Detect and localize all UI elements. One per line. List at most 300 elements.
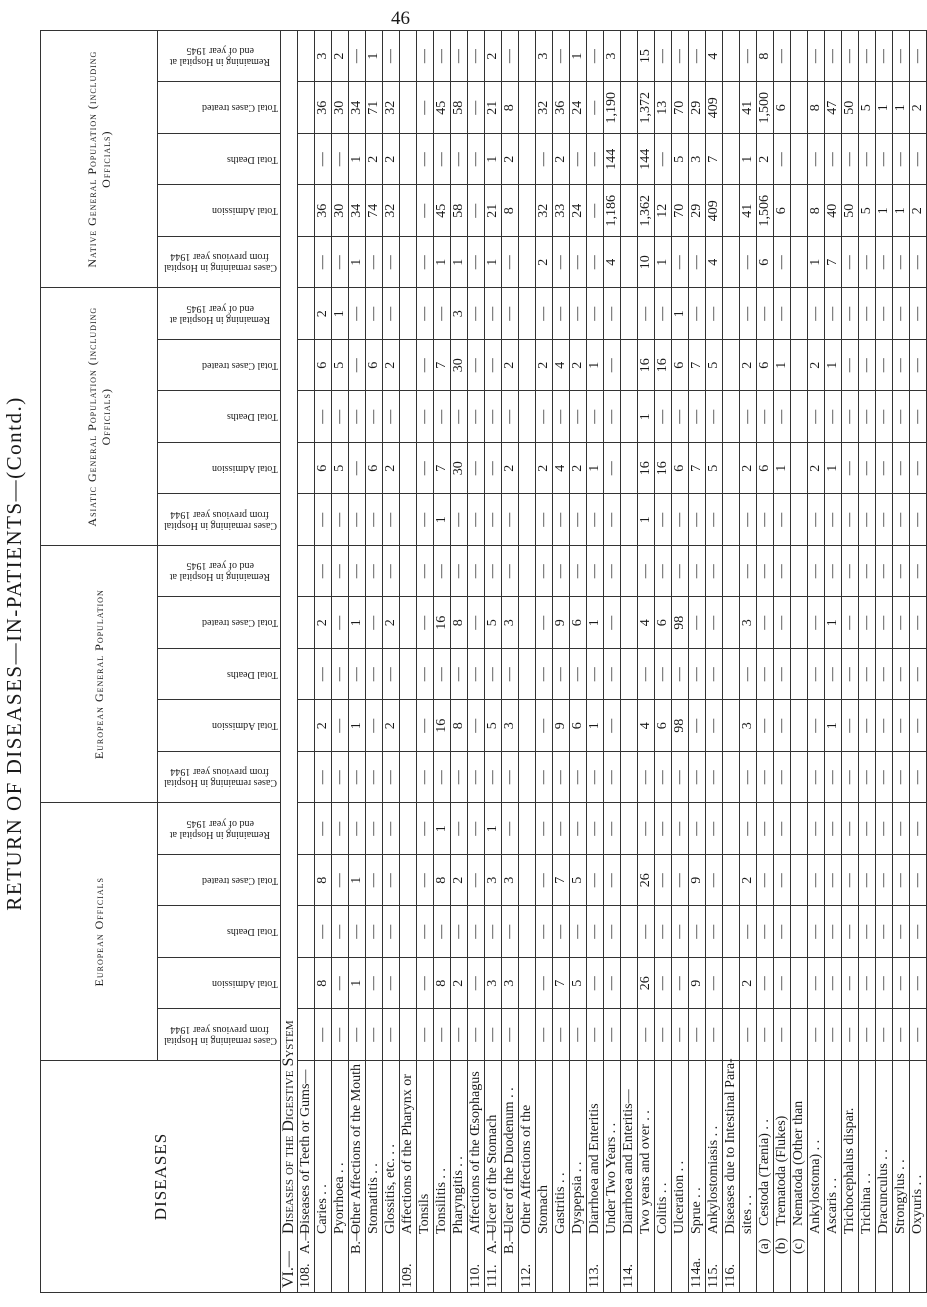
column-header (158, 906, 281, 958)
data-cell: — (893, 803, 910, 855)
disease-number: 115. (706, 1264, 721, 1288)
data-cell: — (604, 288, 621, 340)
data-cell: — (502, 288, 519, 340)
data-cell: — (859, 236, 876, 288)
data-cell: 5 (859, 82, 876, 134)
table-row (689, 30, 706, 1292)
data-cell: — (553, 30, 570, 82)
data-cell: 1 (349, 958, 366, 1010)
data-cell: — (604, 1009, 621, 1061)
data-cell (723, 288, 740, 340)
data-cell: 1 (808, 236, 825, 288)
data-cell: 40 (825, 185, 842, 237)
data-cell: — (706, 700, 723, 752)
data-cell (400, 494, 417, 546)
data-cell (723, 1009, 740, 1061)
data-cell: — (893, 649, 910, 701)
table-row (349, 30, 366, 1292)
table-row (774, 30, 791, 1292)
disease-name: Ulcer of the Stomach (485, 1114, 500, 1234)
data-cell: — (332, 133, 349, 185)
disease-label (553, 1061, 570, 1293)
data-cell: 2 (315, 700, 332, 752)
disease-label (791, 1061, 808, 1293)
column-header-text: Total Cases treated (202, 617, 278, 629)
disease-name: Diseases of the Digestive System (280, 1020, 297, 1234)
data-cell: — (842, 752, 859, 804)
table-row (723, 30, 740, 1292)
data-cell: — (604, 545, 621, 597)
data-cell: — (774, 855, 791, 907)
data-cell (519, 185, 536, 237)
data-cell: — (876, 236, 893, 288)
table-row (281, 30, 298, 1292)
data-cell: 47 (825, 82, 842, 134)
data-cell: — (536, 700, 553, 752)
data-cell: — (774, 545, 791, 597)
data-cell: 2 (451, 855, 468, 907)
data-cell: — (417, 442, 434, 494)
data-cell: — (587, 855, 604, 907)
table-row (706, 30, 723, 1292)
group-header-asiatic-general: Asiatic General Population (including Officials) (41, 288, 158, 546)
data-cell: — (485, 442, 502, 494)
data-cell (621, 958, 638, 1010)
data-cell (723, 442, 740, 494)
disease-subsection: (b) (774, 1237, 789, 1254)
column-header (158, 1009, 281, 1061)
data-cell (298, 391, 315, 443)
data-cell: — (468, 185, 485, 237)
data-cell: — (842, 288, 859, 340)
data-cell: 7 (689, 339, 706, 391)
data-cell: — (825, 958, 842, 1010)
data-cell (519, 649, 536, 701)
data-cell (791, 133, 808, 185)
data-cell: — (672, 906, 689, 958)
data-cell: — (536, 649, 553, 701)
data-cell: — (774, 288, 791, 340)
data-cell: — (349, 649, 366, 701)
data-cell (791, 752, 808, 804)
data-cell: — (451, 545, 468, 597)
disease-label (723, 1058, 740, 1293)
data-cell (621, 545, 638, 597)
data-cell (791, 649, 808, 701)
data-cell: — (332, 1009, 349, 1061)
data-cell (519, 82, 536, 134)
data-cell: — (893, 30, 910, 82)
data-cell (791, 30, 808, 82)
data-cell: 1 (451, 236, 468, 288)
data-cell: — (366, 1009, 383, 1061)
data-cell: — (451, 133, 468, 185)
data-cell: — (774, 803, 791, 855)
data-cell (298, 82, 315, 134)
data-cell: 2 (502, 442, 519, 494)
data-cell: — (655, 906, 672, 958)
column-header (158, 649, 281, 701)
data-cell: — (349, 494, 366, 546)
data-cell: 10 (638, 236, 655, 288)
disease-name: Diarrhoea and Enteritis— (621, 1089, 636, 1234)
data-cell: — (808, 133, 825, 185)
table-body (281, 30, 927, 1292)
data-cell (298, 855, 315, 907)
data-cell: — (808, 649, 825, 701)
data-cell: — (825, 803, 842, 855)
disease-name: Diseases of Teeth or Gums— (298, 1069, 313, 1234)
column-header (158, 752, 281, 804)
data-cell: — (774, 236, 791, 288)
data-cell (723, 133, 740, 185)
data-cell: 9 (553, 597, 570, 649)
data-cell: 2 (332, 30, 349, 82)
data-cell: — (604, 700, 621, 752)
data-cell: — (468, 545, 485, 597)
data-cell (400, 545, 417, 597)
data-cell: — (774, 1009, 791, 1061)
data-cell: — (638, 545, 655, 597)
data-cell: — (893, 288, 910, 340)
data-cell: 1 (349, 700, 366, 752)
data-cell: — (570, 1009, 587, 1061)
data-cell: — (808, 803, 825, 855)
data-cell: 8 (451, 700, 468, 752)
data-cell: 8 (808, 185, 825, 237)
data-cell (519, 494, 536, 546)
column-header (158, 133, 281, 185)
data-cell: 1 (825, 700, 842, 752)
data-cell: — (468, 30, 485, 82)
data-cell: 15 (638, 30, 655, 82)
data-cell: 1,362 (638, 185, 655, 237)
data-cell: — (383, 906, 400, 958)
data-cell (621, 288, 638, 340)
data-cell: — (332, 906, 349, 958)
data-cell: 16 (434, 700, 451, 752)
data-cell: — (468, 236, 485, 288)
column-header-text: Total Cases treated (202, 102, 278, 114)
data-cell: 409 (706, 185, 723, 237)
data-cell (519, 288, 536, 340)
data-cell: — (808, 494, 825, 546)
data-cell (723, 236, 740, 288)
data-cell: — (706, 958, 723, 1010)
data-cell (400, 752, 417, 804)
data-cell: 36 (315, 185, 332, 237)
data-cell: — (689, 1009, 706, 1061)
data-cell: — (672, 803, 689, 855)
column-header (158, 288, 281, 340)
data-cell: — (740, 545, 757, 597)
data-cell: — (808, 1009, 825, 1061)
column-header (158, 236, 281, 288)
table-row (383, 30, 400, 1292)
data-cell: — (553, 288, 570, 340)
data-cell: — (740, 803, 757, 855)
data-cell (400, 700, 417, 752)
data-cell (298, 803, 315, 855)
data-cell: 3 (485, 958, 502, 1010)
disease-name: Strongylus . . (893, 1159, 908, 1234)
data-cell: 58 (451, 185, 468, 237)
data-cell: — (910, 545, 927, 597)
data-cell: — (366, 958, 383, 1010)
disease-name: Cestoda (Tænia) . . (757, 1119, 772, 1226)
table-row (808, 30, 825, 1292)
data-cell: — (825, 1009, 842, 1061)
data-cell: — (825, 752, 842, 804)
disease-label (349, 1061, 366, 1293)
data-cell: — (604, 339, 621, 391)
data-cell: — (451, 906, 468, 958)
column-header (158, 82, 281, 134)
disease-label (468, 1061, 485, 1293)
data-cell: 12 (655, 185, 672, 237)
data-cell: 4 (638, 700, 655, 752)
column-header (158, 339, 281, 391)
data-cell (723, 855, 740, 907)
data-cell: — (553, 906, 570, 958)
data-cell: — (672, 494, 689, 546)
data-cell: — (383, 30, 400, 82)
data-cell: 1 (893, 185, 910, 237)
data-cell: — (383, 236, 400, 288)
disease-label (621, 1061, 638, 1293)
disease-label (298, 1061, 315, 1293)
disease-name: Affections of the Pharynx or (400, 1074, 415, 1234)
data-cell: 33 (553, 185, 570, 237)
disease-name: Caries . . (315, 1184, 330, 1234)
data-cell: — (689, 494, 706, 546)
data-cell: — (468, 700, 485, 752)
data-cell: — (893, 958, 910, 1010)
disease-subsection: (c) (791, 1238, 806, 1254)
data-cell: — (876, 700, 893, 752)
data-cell (723, 391, 740, 443)
data-cell: 6 (757, 442, 774, 494)
data-cell: — (672, 752, 689, 804)
data-cell: — (655, 649, 672, 701)
data-cell: — (876, 494, 893, 546)
data-cell: — (485, 494, 502, 546)
data-cell: — (451, 494, 468, 546)
data-cell: — (842, 236, 859, 288)
column-header-text: Remaining in Hospital at end of year 1945 (169, 302, 271, 325)
data-cell: 16 (655, 339, 672, 391)
data-cell: — (672, 545, 689, 597)
data-cell: 1 (485, 803, 502, 855)
table-row (655, 30, 672, 1292)
data-cell: — (417, 752, 434, 804)
disease-name: Two years and over . . (638, 1110, 653, 1234)
data-cell: — (893, 597, 910, 649)
disease-label (315, 1061, 332, 1293)
data-cell (298, 545, 315, 597)
data-cell: — (689, 391, 706, 443)
column-header-text: Total Cases treated (202, 874, 278, 886)
data-cell: 8 (315, 855, 332, 907)
data-cell: — (434, 545, 451, 597)
table-row (621, 30, 638, 1292)
data-cell: 70 (672, 185, 689, 237)
disease-label (672, 1061, 689, 1293)
data-cell: 2 (383, 597, 400, 649)
data-cell (519, 752, 536, 804)
data-cell: — (536, 1009, 553, 1061)
data-cell: — (757, 700, 774, 752)
data-cell: 1 (825, 597, 842, 649)
data-cell: — (417, 391, 434, 443)
data-cell: — (417, 958, 434, 1010)
data-cell (791, 442, 808, 494)
column-header (158, 545, 281, 597)
data-cell: — (808, 855, 825, 907)
column-header-text: Total Deaths (227, 668, 278, 680)
data-cell: — (876, 752, 893, 804)
table-row (451, 30, 468, 1292)
data-cell: 1 (587, 700, 604, 752)
data-cell: — (383, 545, 400, 597)
data-cell: 2 (536, 236, 553, 288)
data-cell: 1 (349, 597, 366, 649)
disease-label (332, 1061, 349, 1293)
data-cell: — (604, 906, 621, 958)
data-cell: 1 (638, 494, 655, 546)
data-cell: 7 (553, 958, 570, 1010)
data-cell: — (434, 391, 451, 443)
data-cell: 1,186 (604, 185, 621, 237)
data-cell: — (349, 1009, 366, 1061)
data-cell: — (842, 133, 859, 185)
data-cell: — (366, 700, 383, 752)
data-cell: — (706, 494, 723, 546)
data-cell (723, 597, 740, 649)
data-cell (621, 906, 638, 958)
data-cell (723, 803, 740, 855)
disease-name: Ulceration . . (672, 1160, 687, 1234)
data-cell: — (859, 494, 876, 546)
data-cell: — (570, 236, 587, 288)
data-cell (400, 82, 417, 134)
data-cell: — (842, 494, 859, 546)
data-cell: — (502, 752, 519, 804)
data-cell: — (825, 649, 842, 701)
data-cell: 8 (808, 82, 825, 134)
data-cell: 32 (383, 82, 400, 134)
data-cell: — (808, 288, 825, 340)
disease-name: Oxyuris . . (910, 1174, 925, 1234)
data-cell: 3 (451, 288, 468, 340)
data-cell: — (502, 906, 519, 958)
data-cell: — (774, 906, 791, 958)
data-cell: — (349, 339, 366, 391)
data-cell: — (825, 494, 842, 546)
disease-name: Tonsils (417, 1193, 432, 1234)
column-header-text: Total Deaths (227, 926, 278, 938)
data-cell (723, 185, 740, 237)
disease-name: Ascaris . . (825, 1178, 840, 1234)
data-cell: 1 (570, 30, 587, 82)
data-cell: — (842, 442, 859, 494)
data-cell: 8 (757, 30, 774, 82)
data-cell: — (689, 649, 706, 701)
data-cell: 7 (689, 442, 706, 494)
data-cell: 1 (740, 133, 757, 185)
data-cell: 3 (502, 855, 519, 907)
table-row (434, 30, 451, 1292)
data-cell: — (859, 30, 876, 82)
data-cell: — (332, 752, 349, 804)
data-cell: 6 (655, 700, 672, 752)
data-cell: 70 (672, 82, 689, 134)
data-cell: — (859, 649, 876, 701)
data-cell: — (604, 597, 621, 649)
data-cell (400, 133, 417, 185)
disease-name: Pyorrhoea . . (332, 1162, 347, 1234)
disease-label (570, 1061, 587, 1293)
table-row (502, 30, 519, 1292)
disease-label (825, 1061, 842, 1293)
data-cell: — (502, 391, 519, 443)
data-cell (298, 958, 315, 1010)
data-cell: 3 (604, 30, 621, 82)
data-cell: — (587, 1009, 604, 1061)
data-cell: — (451, 803, 468, 855)
data-cell: — (332, 545, 349, 597)
data-cell (519, 339, 536, 391)
data-cell: — (468, 442, 485, 494)
data-cell: 1 (876, 82, 893, 134)
data-cell: — (876, 288, 893, 340)
data-cell: — (434, 752, 451, 804)
data-cell: 3 (502, 700, 519, 752)
data-cell: — (842, 30, 859, 82)
data-cell: — (757, 391, 774, 443)
column-header-text: Total Admission (212, 205, 278, 217)
data-cell: — (774, 597, 791, 649)
table-row (417, 30, 434, 1292)
data-cell: — (485, 339, 502, 391)
data-cell: — (587, 391, 604, 443)
data-cell: 4 (638, 597, 655, 649)
data-cell: — (468, 597, 485, 649)
data-cell: — (689, 803, 706, 855)
data-cell: 3 (502, 958, 519, 1010)
data-cell: — (842, 545, 859, 597)
group-header-european-general: European General Population (41, 545, 158, 803)
data-cell (400, 1009, 417, 1061)
data-cell: — (502, 494, 519, 546)
table-row (876, 30, 893, 1292)
data-cell: — (876, 339, 893, 391)
data-cell (723, 700, 740, 752)
data-cell (621, 700, 638, 752)
data-cell: — (536, 597, 553, 649)
data-cell (791, 958, 808, 1010)
disease-number: 116. (723, 1264, 738, 1288)
data-cell: — (417, 236, 434, 288)
data-cell: 1 (893, 82, 910, 134)
data-cell: — (825, 545, 842, 597)
data-cell: — (587, 494, 604, 546)
data-cell (621, 133, 638, 185)
data-cell: 2 (315, 288, 332, 340)
column-header (158, 700, 281, 752)
data-cell: — (859, 442, 876, 494)
data-cell (723, 494, 740, 546)
